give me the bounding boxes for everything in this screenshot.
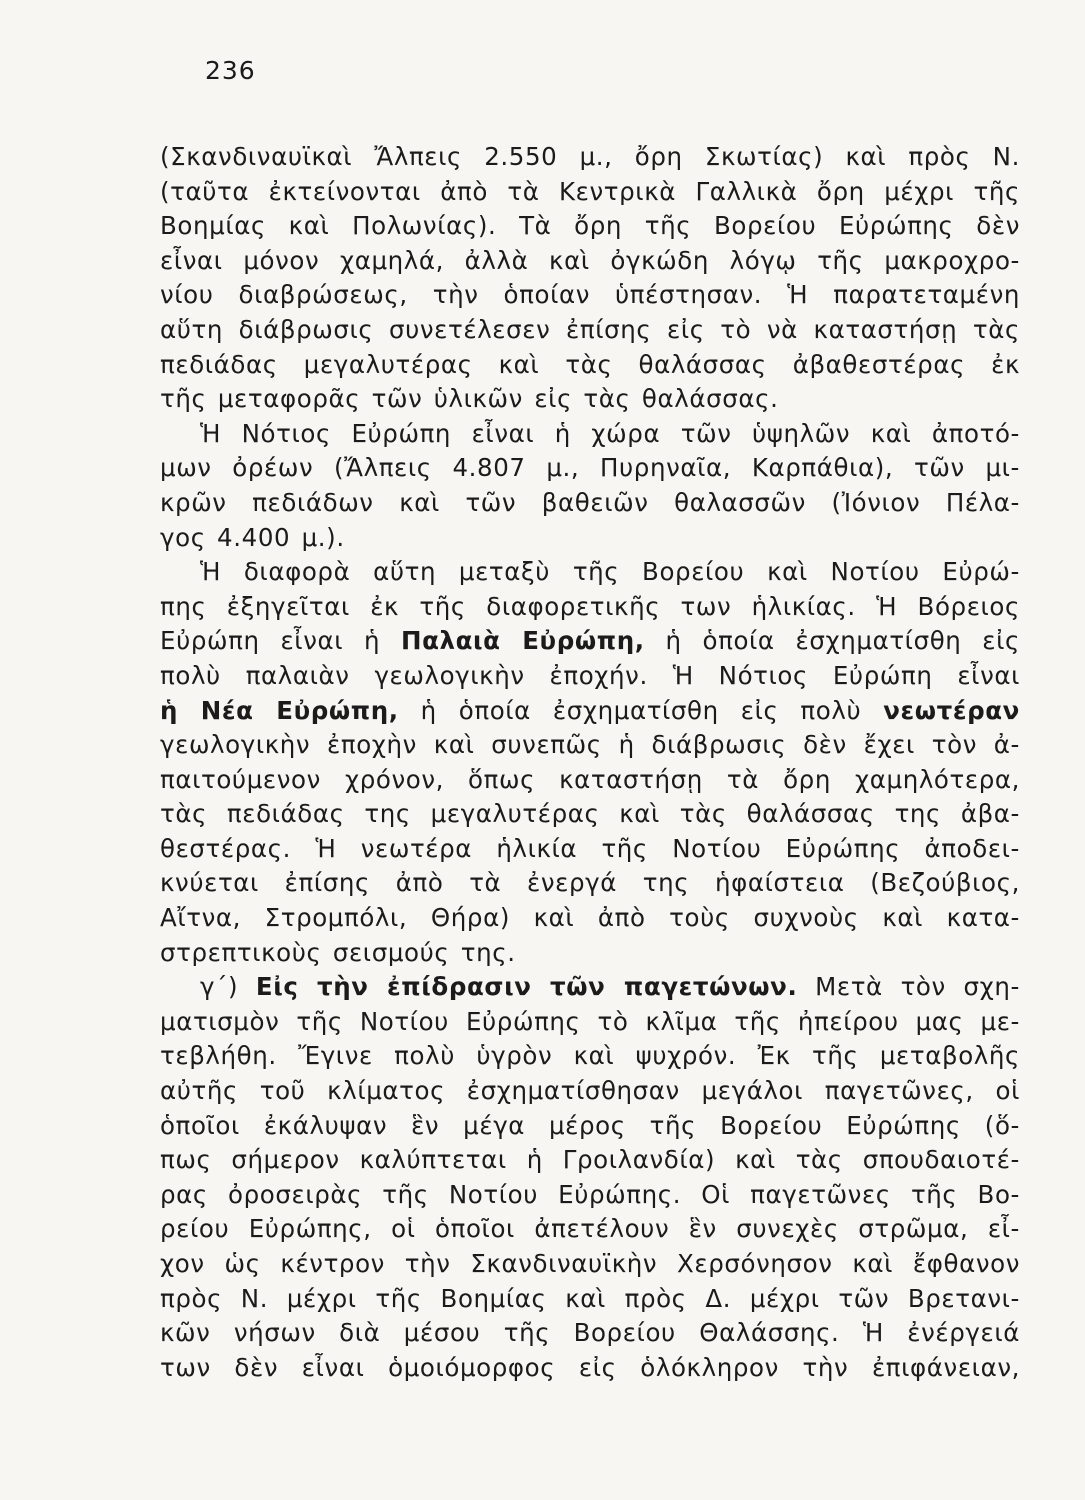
text-line: πρὸς Ν. μέχρι τῆς Βοημίας καὶ πρὸς Δ. μέχρι τῶν Βρετανι- [160,1283,1020,1313]
text-line: αὕτη διάβρωσις συνετέλεσεν ἐπίσης εἰς τὸ νὰ καταστήσῃ τὰς [160,314,1020,344]
text-line: χον ὡς κέντρον τὴν Σκανδιναυϊκὴν Χερσόνησον καὶ ἔφθανον [160,1249,1020,1278]
text-line: κῶν νήσων διὰ μέσου τῆς Βορείου Θαλάσσης. Ἡ ἐνέργειά [160,1318,1020,1348]
text-run: ἡ ὁποία ἐσχηματίσθη εἰς [644,626,1020,656]
text-line: νίου διαβρώσεως, τὴν ὁποίαν ὑπέστησαν. Ἡ παρατεταμένη [160,280,1020,310]
text-line: Βοημίας καὶ Πολωνίας). Τὰ ὄρη τῆς Βορείου Εὐρώπης δὲν [160,211,1020,241]
text-run: Μετὰ τὸν σχη- [797,972,1020,1002]
text-line: ρας ὀροσειρὰς τῆς Νοτίου Εὐρώπης. Οἱ παγετῶνες τῆς Βο- [160,1179,1020,1209]
text-line: Αἴτνα, Στρομπόλι, Θήρα) καὶ ἀπὸ τοὺς συχνοὺς καὶ κατα- [160,903,1020,933]
text-run: ἡ ὁποία ἐσχηματίσθη εἰς πολὺ [398,695,884,725]
text-line: αὐτῆς τοῦ κλίματος ἐσχηματίσθησαν μεγάλοι παγετῶνες, οἱ [160,1076,1020,1106]
text-line: πεδιάδας μεγαλυτέρας καὶ τὰς θαλάσσας ἀβαθεστέρας ἐκ [160,349,1020,379]
text-line: ματισμὸν τῆς Νοτίου Εὐρώπης τὸ κλῖμα τῆς ἠπείρου μας με- [160,1006,1020,1036]
text-line: των δὲν εἶναι ὁμοιόμορφος εἰς ὁλόκληρον τὴν ἐπιφάνειαν, [160,1352,1020,1382]
text-line: παιτούμενον χρόνον, ὅπως καταστήσῃ τὰ ὄρη χαμηλότερα, [160,764,1020,794]
bold-heading-glaciers: Εἰς τὴν ἐπίδρασιν τῶν παγετώνων. [255,972,798,1002]
text-line: εἶναι μόνον χαμηλά, ἀλλὰ καὶ ὀγκώδη λόγῳ τῆς μακροχρο- [160,245,1020,275]
text-line: μων ὀρέων (Ἄλπεις 4.807 μ., Πυρηναῖα, Καρπάθια), τῶν μι- [160,453,1020,483]
bold-term-newer: νεωτέραν [883,695,1020,725]
text-line-with-bold [160,694,1020,729]
text-line: στρεπτικοὺς σεισμούς της. [160,937,516,967]
text-line: Ἡ Νότιος Εὐρώπη εἶναι ἡ χώρα τῶν ὑψηλῶν καὶ ἀποτό- [200,418,1020,448]
text-line: τεβλήθη. Ἔγινε πολὺ ὑγρὸν καὶ ψυχρόν. Ἐκ τῆς μεταβολῆς [160,1041,1020,1071]
body-text [160,140,1020,1385]
text-line: τὰς πεδιάδας της μεγαλυτέρας καὶ τὰς θαλάσσας της ἀβα- [160,799,1020,829]
bold-term-new-europe: ἡ Νέα Εὐρώπη, [160,695,399,725]
page-number: 236 [205,56,256,85]
text-line-with-bold [160,970,1020,1005]
text-line: τῆς μεταφορᾶς τῶν ὑλικῶν εἰς τὰς θαλάσσας. [160,384,779,414]
text-line: ρείου Εὐρώπης, οἱ ὁποῖοι ἀπετέλουν ἓν συνεχὲς στρῶμα, εἶ- [160,1214,1020,1244]
text-line: πως σήμερον καλύπτεται ἡ Γροιλανδία) καὶ τὰς σπουδαιοτέ- [160,1145,1020,1175]
text-line-with-bold [160,624,1020,659]
text-line: κνύεται ἐπίσης ἀπὸ τὰ ἐνεργά της ἡφαίστεια (Βεζούβιος, [160,868,1020,898]
text-line: (Σκανδιναυϊκαὶ Ἄλπεις 2.550 μ., ὄρη Σκωτίας) καὶ πρὸς Ν. [160,142,1020,171]
section-marker: γ΄) [200,972,256,1002]
bold-term-old-europe: Παλαιὰ Εὐρώπη, [400,626,645,656]
text-line: πολὺ παλαιὰν γεωλογικὴν ἐποχήν. Ἡ Νότιος Εὐρώπη εἶναι [160,660,1020,690]
text-line: (ταῦτα ἐκτείνονται ἀπὸ τὰ Κεντρικὰ Γαλλικὰ ὄρη μέχρι τῆς [160,176,1020,206]
text-run: Εὐρώπη εἶναι ἡ [160,626,401,656]
text-line: Ἡ διαφορὰ αὕτη μεταξὺ τῆς Βορείου καὶ Νοτίου Εὐρώ- [200,557,1020,587]
text-line: γος 4.400 μ.). [160,522,345,552]
text-line: θεστέρας. Ἡ νεωτέρα ἡλικία τῆς Νοτίου Εὐρώπης ἀποδει- [160,833,1020,863]
text-line: πης ἐξηγεῖται ἐκ τῆς διαφορετικῆς των ἡλικίας. Ἡ Βόρειος [160,591,1020,621]
text-line: ὁποῖοι ἐκάλυψαν ἓν μέγα μέρος τῆς Βορείου Εὐρώπης (ὅ- [160,1110,1020,1140]
text-line: γεωλογικὴν ἐποχὴν καὶ συνεπῶς ἡ διάβρωσις δὲν ἔχει τὸν ἀ- [160,730,1020,760]
text-line: κρῶν πεδιάδων καὶ τῶν βαθειῶν θαλασσῶν (Ἰόνιον Πέλα- [160,487,1020,517]
